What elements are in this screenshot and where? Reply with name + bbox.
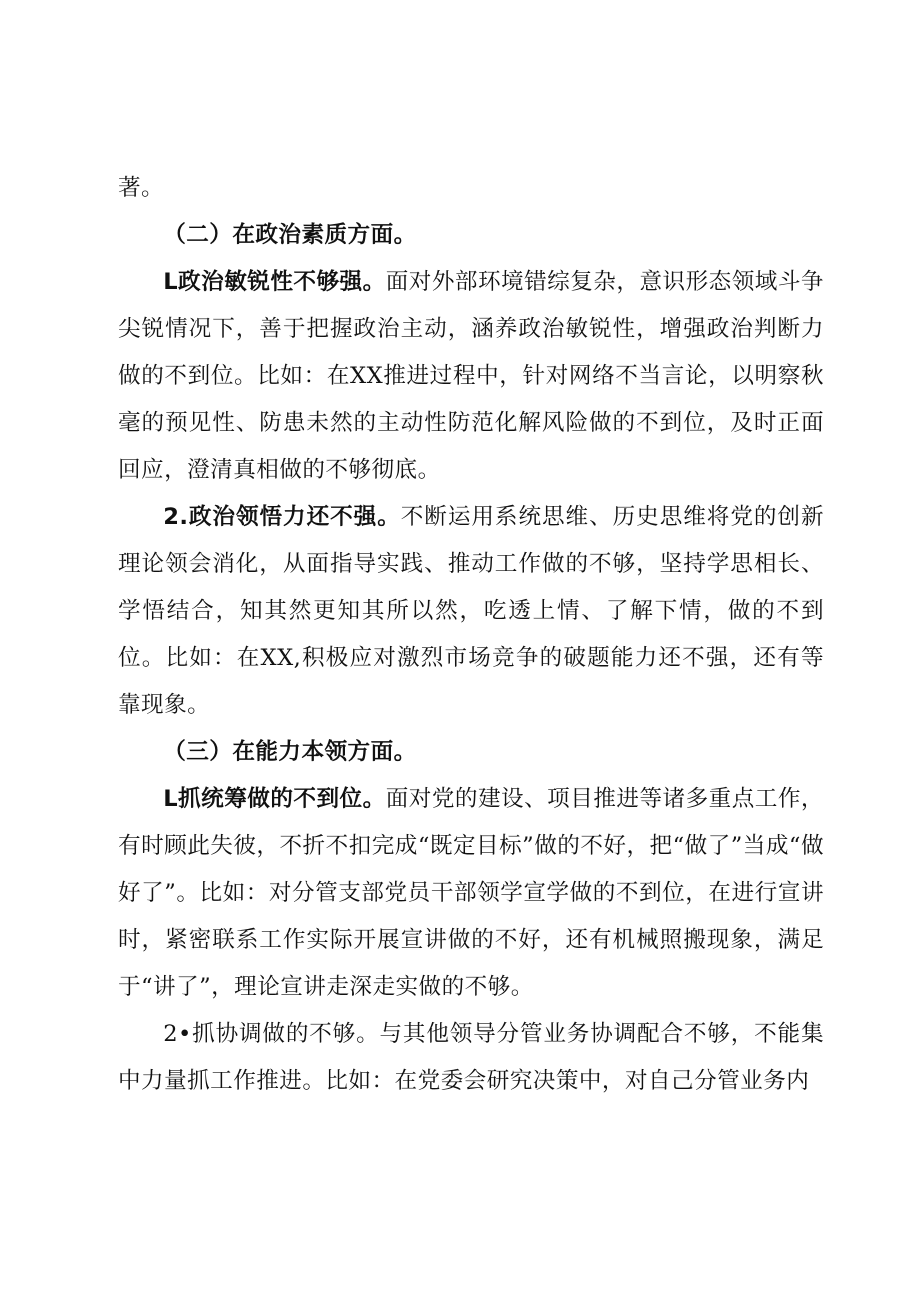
paragraph-body: 面对外部环境错综复杂，意识形态领域斗争尖锐情况下，善于把握政治主动，涵养政治敏锐性，增强政治判断力做的不到位。比如：在XX推进过程中，针对网络不当言论，以明察秋毫的预见性、防患未然的主动性防范化解风险做的不到位，及时正面回应，澄清真相做的不够彻底。 <box>118 269 824 483</box>
paragraph-political-comprehension <box>118 494 824 729</box>
paragraph-body: 与其他领导分管业务协调配合不够，不能集中力量抓工作推进。比如：在党委会研究决策中，对自己分管业务内 <box>118 1021 824 1094</box>
paragraph-body: 面对党的建设、项目推进等诸多重点工作，有时顾此失彼，不折不扣完成“既定目标”做的不好，把“做了”当成“做好了”。比如：对分管支部党员干部领学宣学做的不到位，在进行宣讲时，紧密联系工作实际开展宣讲做的不好，还有机械照搬现象，满足于“讲了”，理论宣讲走深走实做的不够。 <box>118 786 824 1000</box>
section-heading-capability: （三）在能力本领方面。 <box>163 739 417 765</box>
document-body <box>118 165 824 1105</box>
paragraph-lead: L政治敏锐性不够强。 <box>163 269 386 295</box>
paragraph-coordination <box>118 1011 824 1105</box>
continuation-text: 著。 <box>118 175 165 201</box>
paragraph-lead: L抓统筹做的不到位。 <box>163 786 386 812</box>
paragraph-lead: 2.政治领悟力还不强。 <box>163 504 401 530</box>
section-heading-political-quality: （二）在政治素质方面。 <box>163 222 417 248</box>
paragraph-political-sensitivity <box>118 259 824 494</box>
paragraph-overall-planning <box>118 776 824 1011</box>
paragraph-lead: 2•抓协调做的不够。 <box>163 1021 380 1047</box>
paragraph-body: 不断运用系统思维、历史思维将党的创新理论领会消化，从面指导实践、推动工作做的不够，坚持学思相长、学悟结合，知其然更知其所以然，吃透上情、了解下情，做的不到位。比如：在XX,积极应对激烈市场竞争的破题能力还不强，还有等靠现象。 <box>118 504 824 718</box>
